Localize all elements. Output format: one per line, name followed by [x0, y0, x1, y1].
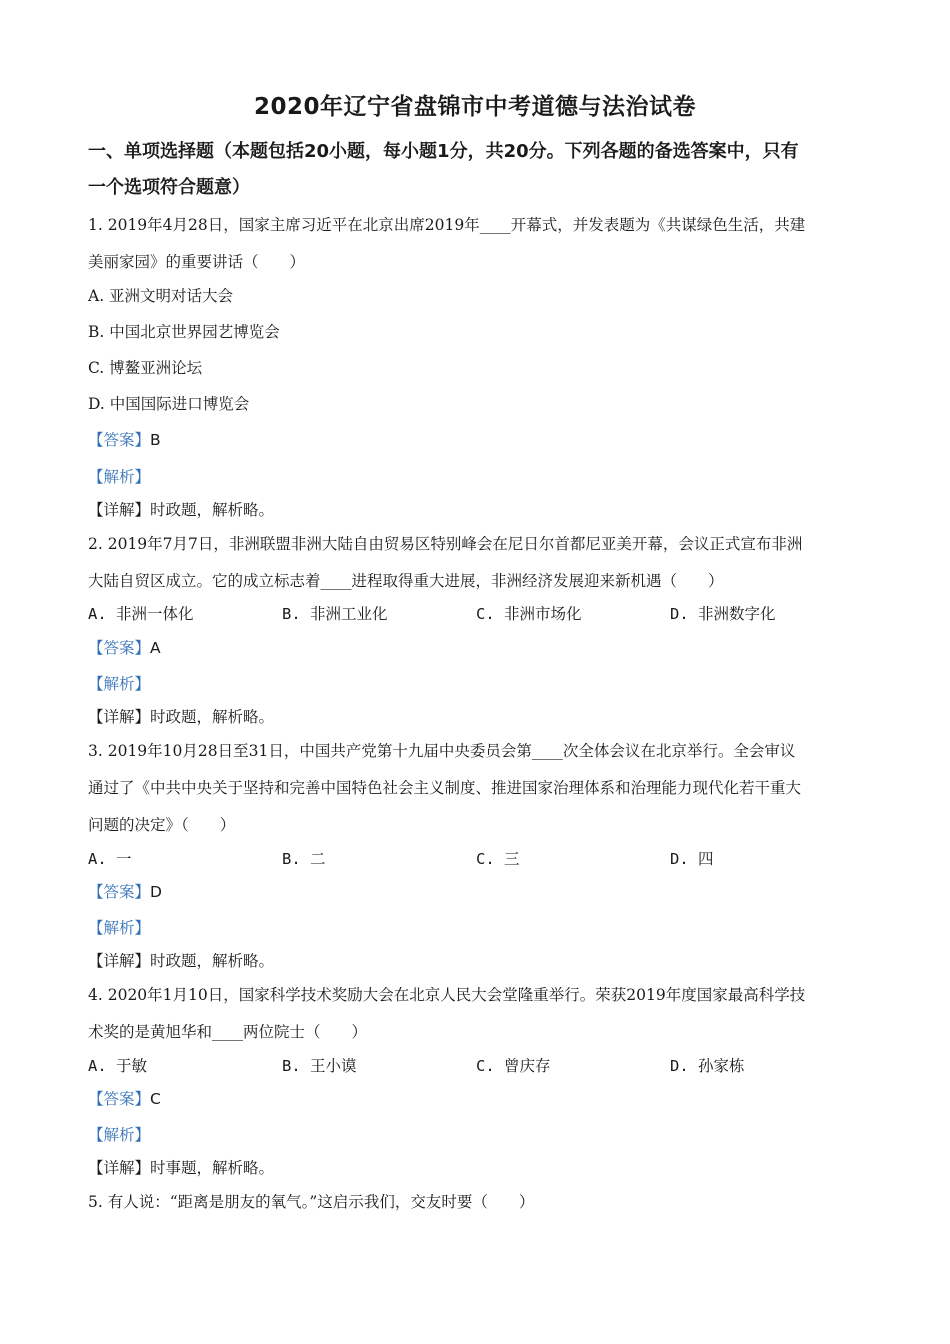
q3-option-a-text: 一	[116, 850, 132, 868]
section-heading	[88, 134, 863, 206]
q2-option-b-letter: B.	[282, 605, 301, 623]
q3-answer-value: D	[150, 883, 162, 901]
q2-detail-text: 时政题，解析略。	[150, 708, 275, 726]
q4-detail-row	[88, 1156, 878, 1180]
q1-stem-line1: 1. 2019年4月28日，国家主席习近平在北京出席2019年____开幕式，并发表题为《共谋绿色生活，共建	[88, 216, 806, 234]
q3-detail-row	[88, 949, 878, 973]
answer-label: 【答案】	[88, 883, 151, 901]
q2-option-d	[670, 602, 776, 626]
q4-answer-value: C	[150, 1090, 161, 1108]
q1-option-c: C. 博鳌亚洲论坛	[88, 359, 203, 377]
q3-option-b	[282, 847, 326, 871]
q1-option-a: A. 亚洲文明对话大会	[88, 287, 234, 305]
q3-option-b-text: 二	[310, 850, 326, 868]
q5-stem-line1: 5. 有人说：“距离是朋友的氧气。”这启示我们，交友时要（ ）	[88, 1193, 535, 1211]
q2-option-b	[282, 602, 388, 626]
q4-option-d	[670, 1054, 745, 1078]
q4-option-c-text: 曾庆存	[504, 1057, 551, 1075]
q3-option-a	[88, 847, 132, 871]
q3-answer-row	[88, 880, 878, 904]
answer-label: 【答案】	[88, 431, 151, 449]
q2-answer-value: A	[150, 639, 161, 657]
q3-option-d-letter: D.	[670, 850, 689, 868]
q4-option-c	[476, 1054, 551, 1078]
q2-option-c	[476, 602, 582, 626]
page-title: 2020年辽宁省盘锦市中考道德与法治试卷	[253, 94, 696, 120]
q3-stem-line1: 3. 2019年10月28日至31日，中国共产党第十九届中央委员会第____次全体会议在北京举行。全会审议	[88, 742, 796, 760]
section-heading-line2: 一个选项符合题意）	[88, 177, 250, 198]
q2-option-d-text: 非洲数字化	[698, 605, 776, 623]
q4-detail-text: 时事题，解析略。	[150, 1159, 275, 1177]
q2-option-b-text: 非洲工业化	[310, 605, 388, 623]
detail-label: 【详解】	[88, 952, 151, 970]
q3-option-a-letter: A.	[88, 850, 107, 868]
q3-option-b-letter: B.	[282, 850, 301, 868]
q1-option-b: B. 中国北京世界园艺博览会	[88, 323, 280, 341]
q4-option-d-text: 孙家栋	[698, 1057, 745, 1075]
q2-option-a-letter: A.	[88, 605, 107, 623]
q4-analysis-label: 【解析】	[88, 1126, 151, 1144]
q1-analysis-label: 【解析】	[88, 468, 151, 486]
q4-option-a	[88, 1054, 147, 1078]
q4-stem-line1: 4. 2020年1月10日，国家科学技术奖励大会在北京人民大会堂隆重举行。荣获2019年度国家最高科学技	[88, 986, 806, 1004]
q3-option-c-text: 三	[504, 850, 520, 868]
q1-stem-line2: 美丽家园》的重要讲话（ ）	[88, 253, 306, 271]
q4-option-a-letter: A.	[88, 1057, 107, 1075]
answer-label: 【答案】	[88, 639, 151, 657]
q4-option-d-letter: D.	[670, 1057, 689, 1075]
q3-option-c-letter: C.	[476, 850, 495, 868]
section-heading-line1: 一、单项选择题（本题包括20小题，每小题1分，共20分。下列各题的备选答案中，只有	[88, 141, 799, 162]
q3-stem-line3: 问题的决定》（ ）	[88, 816, 236, 834]
q2-option-c-text: 非洲市场化	[504, 605, 582, 623]
q1-answer-value: B	[150, 431, 161, 449]
q2-option-a-text: 非洲一体化	[116, 605, 194, 623]
q2-stem-line1: 2. 2019年7月7日，非洲联盟非洲大陆自由贸易区特别峰会在尼日尔首都尼亚美开幕，会议正式宣布非洲	[88, 535, 803, 553]
answer-label: 【答案】	[88, 1090, 151, 1108]
q1-detail-text: 时政题，解析略。	[150, 501, 275, 519]
q1-answer-row	[88, 428, 878, 452]
q4-stem-line2: 术奖的是黄旭华和____两位院士（ ）	[88, 1023, 368, 1041]
q2-option-d-letter: D.	[670, 605, 689, 623]
q4-option-a-text: 于敏	[116, 1057, 148, 1075]
detail-label: 【详解】	[88, 1159, 151, 1177]
q2-stem-line2: 大陆自贸区成立。它的成立标志着____进程取得重大进展，非洲经济发展迎来新机遇（ ）	[88, 572, 724, 590]
q2-option-c-letter: C.	[476, 605, 495, 623]
q1-detail-row	[88, 498, 878, 522]
q4-option-b-letter: B.	[282, 1057, 301, 1075]
q4-option-b-text: 王小谟	[310, 1057, 357, 1075]
q4-option-b	[282, 1054, 357, 1078]
q2-option-a	[88, 602, 194, 626]
q3-option-d-text: 四	[698, 850, 714, 868]
q4-option-c-letter: C.	[476, 1057, 495, 1075]
q3-analysis-label: 【解析】	[88, 919, 151, 937]
q1-option-d: D. 中国国际进口博览会	[88, 395, 250, 413]
detail-label: 【详解】	[88, 501, 151, 519]
q2-analysis-label: 【解析】	[88, 675, 151, 693]
q3-stem-line2: 通过了《中共中央关于坚持和完善中国特色社会主义制度、推进国家治理体系和治理能力现代化若干重大	[88, 779, 802, 797]
q4-answer-row	[88, 1087, 878, 1111]
q3-detail-text: 时政题，解析略。	[150, 952, 275, 970]
detail-label: 【详解】	[88, 708, 151, 726]
q3-option-c	[476, 847, 520, 871]
q2-detail-row	[88, 705, 878, 729]
q2-answer-row	[88, 636, 878, 660]
q3-option-d	[670, 847, 714, 871]
